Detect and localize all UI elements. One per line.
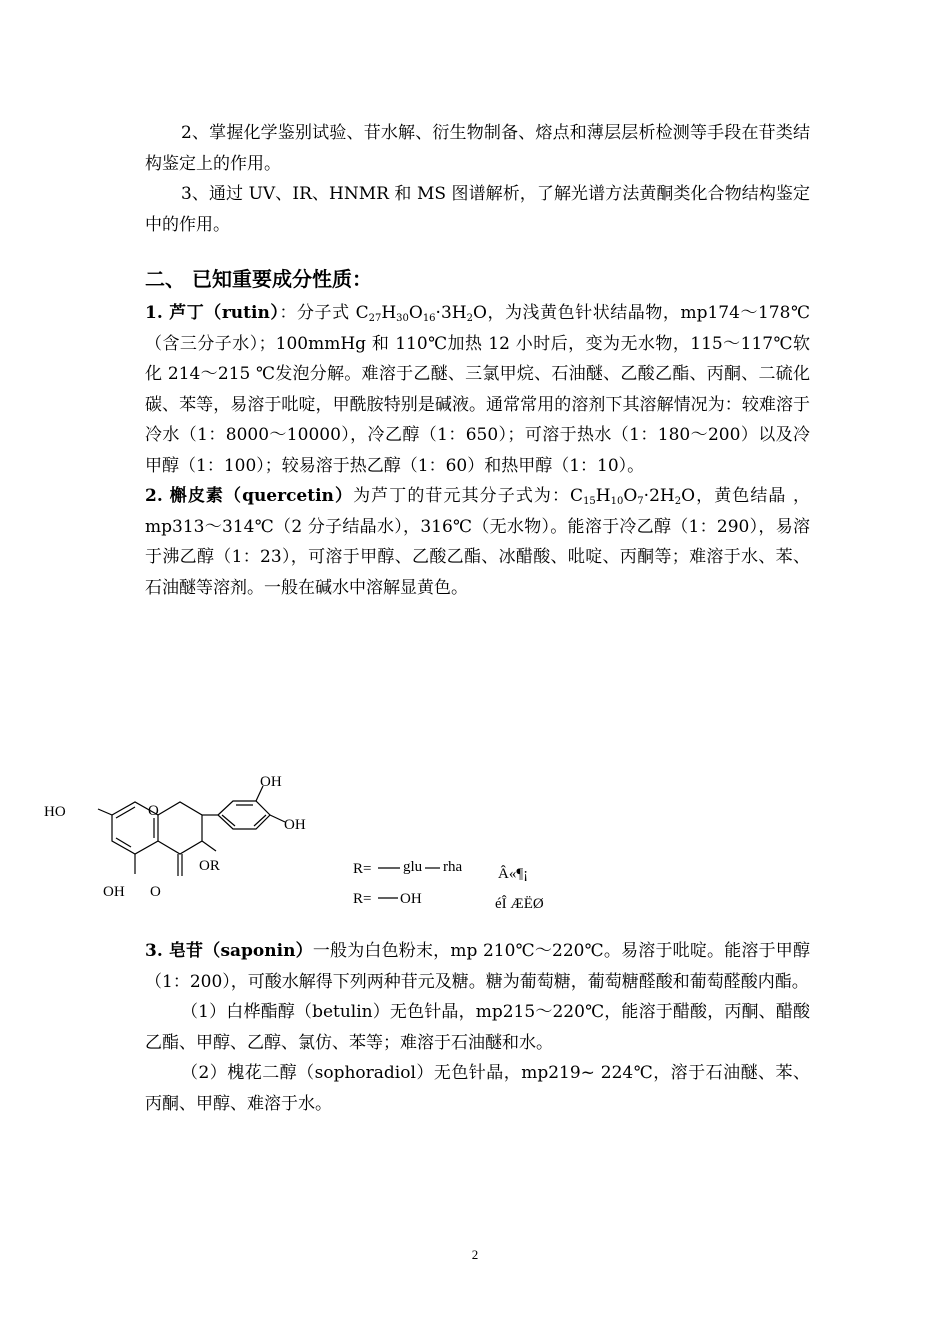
subscript: 30 (396, 313, 409, 324)
r1-group: glu (403, 859, 423, 875)
subscript: 15 (583, 496, 596, 507)
objective-2: 2、掌握化学鉴别试验、苷水解、衍生物制备、熔点和薄层层析检测等手段在苷类结构鉴定上的作用。 (145, 123, 810, 174)
betulin-item: （1）白桦酯醇（betulin）无色针晶，mp215～220℃，能溶于醋酸，丙酮、醋酸乙酯、甲醇、乙醇、氯仿、苯等；难溶于石油醚和水。 (145, 1002, 810, 1053)
subscript: 16 (422, 313, 436, 324)
sophoradiol-item: （2）槐花二醇（sophoradiol）无色针晶，mp219~ 224℃，溶于石油醚、苯、丙酮、甲醇、难溶于水。 (145, 1063, 810, 1114)
quercetin-paragraph (145, 481, 810, 603)
rutin-paragraph (145, 298, 810, 481)
subscript: 7 (637, 496, 644, 507)
rutin-text: O，为浅黄色针状结晶物，mp174～178℃（含三分子水）；100mmHg 和 110℃加热 12 小时后，变为无水物，115～117℃软化 214～215 ℃发泡分解。难溶于乙醚、三氯甲烷、石油醚、乙酸乙酯、丙酮、二硫化碳、苯等，易溶于吡啶，甲酰胺特别是碱液。通常常用的溶剂下其溶解情况为：较难溶于冷水（1：8000～10000），冷乙醇（1：650）；可溶于热水（1：180～200）以及冷甲醇（1：100）；较易溶于热乙醇（1：60）和热甲醇（1：10）。 (145, 303, 810, 476)
saponin-section (145, 936, 810, 1119)
page-number: 2 (471, 1247, 479, 1262)
quercetin-text: O (623, 486, 638, 506)
quercetin-text: O，黄色结晶 ，mp313～314℃（2 分子结晶水），316℃（无水物）。能溶于冷乙醇（1：290），易溶于沸乙醇（1：23），可溶于甲醇、乙酸乙酯、冰醋酸、吡啶、丙酮等；难溶于水、苯、石油醚等溶剂。一般在碱水中溶解显黄色。 (145, 486, 810, 598)
saponin-title: 3. 皂苷（saponin） (145, 941, 313, 961)
or-label: OR (199, 858, 220, 874)
carbonyl-oxygen-label: O (150, 884, 161, 900)
rutin-title: 1. 芦丁（rutin） (145, 303, 280, 323)
subscript: 10 (610, 496, 624, 507)
oh-top-label: OH (260, 774, 282, 790)
rutin-text: H (381, 303, 397, 323)
r1-suffix: rha (443, 859, 463, 875)
quercetin-title: 2. 槲皮素（quercetin） (145, 486, 354, 506)
structure-labels (44, 774, 544, 912)
objective-3: 3、通过 UV、IR、HNMR 和 MS 图谱解析，了解光谱方法黄酮类化合物结构鉴定中的作用。 (145, 184, 810, 235)
structure-drawing (40, 768, 600, 918)
structure-bonds (98, 786, 285, 876)
oh-bottom-label: OH (103, 884, 125, 900)
saponin-text: 一般为白色粉末，mp 210℃～220℃。易溶于吡啶。能溶于甲醇（1：200），可酸水解得下列两种苷元及糖。糖为葡萄糖，葡萄糖醛酸和葡萄醛酸内酯。 (145, 941, 811, 992)
section-heading: 二、 已知重要成分性质： (145, 267, 372, 291)
subscript: 2 (674, 496, 682, 507)
garbled-label-1: Â«¶¡ (498, 866, 529, 882)
r1-prefix: R= (353, 861, 372, 877)
rutin-text: ：分子式 C (279, 303, 369, 323)
rutin-text: O (408, 303, 423, 323)
quercetin-text: H (595, 486, 611, 506)
garbled-label-2: éÎ ÆËØ (495, 896, 544, 912)
flavonoid-structure (40, 768, 600, 918)
subscript: 27 (368, 313, 382, 324)
saponin-paragraph (145, 936, 810, 997)
quercetin-text: 为芦丁的苷元其分子式为：C (353, 486, 584, 506)
oh-right-label: OH (284, 817, 306, 833)
document-body (145, 118, 810, 603)
r2-prefix: R= (353, 891, 372, 907)
quercetin-text: ·2H (643, 486, 675, 506)
r2-group: OH (400, 891, 422, 907)
subscript: 2 (466, 313, 473, 324)
ho-left-label: HO (44, 804, 66, 820)
ring-oxygen-label: O (148, 803, 159, 819)
rutin-text: ·3H (435, 303, 467, 323)
